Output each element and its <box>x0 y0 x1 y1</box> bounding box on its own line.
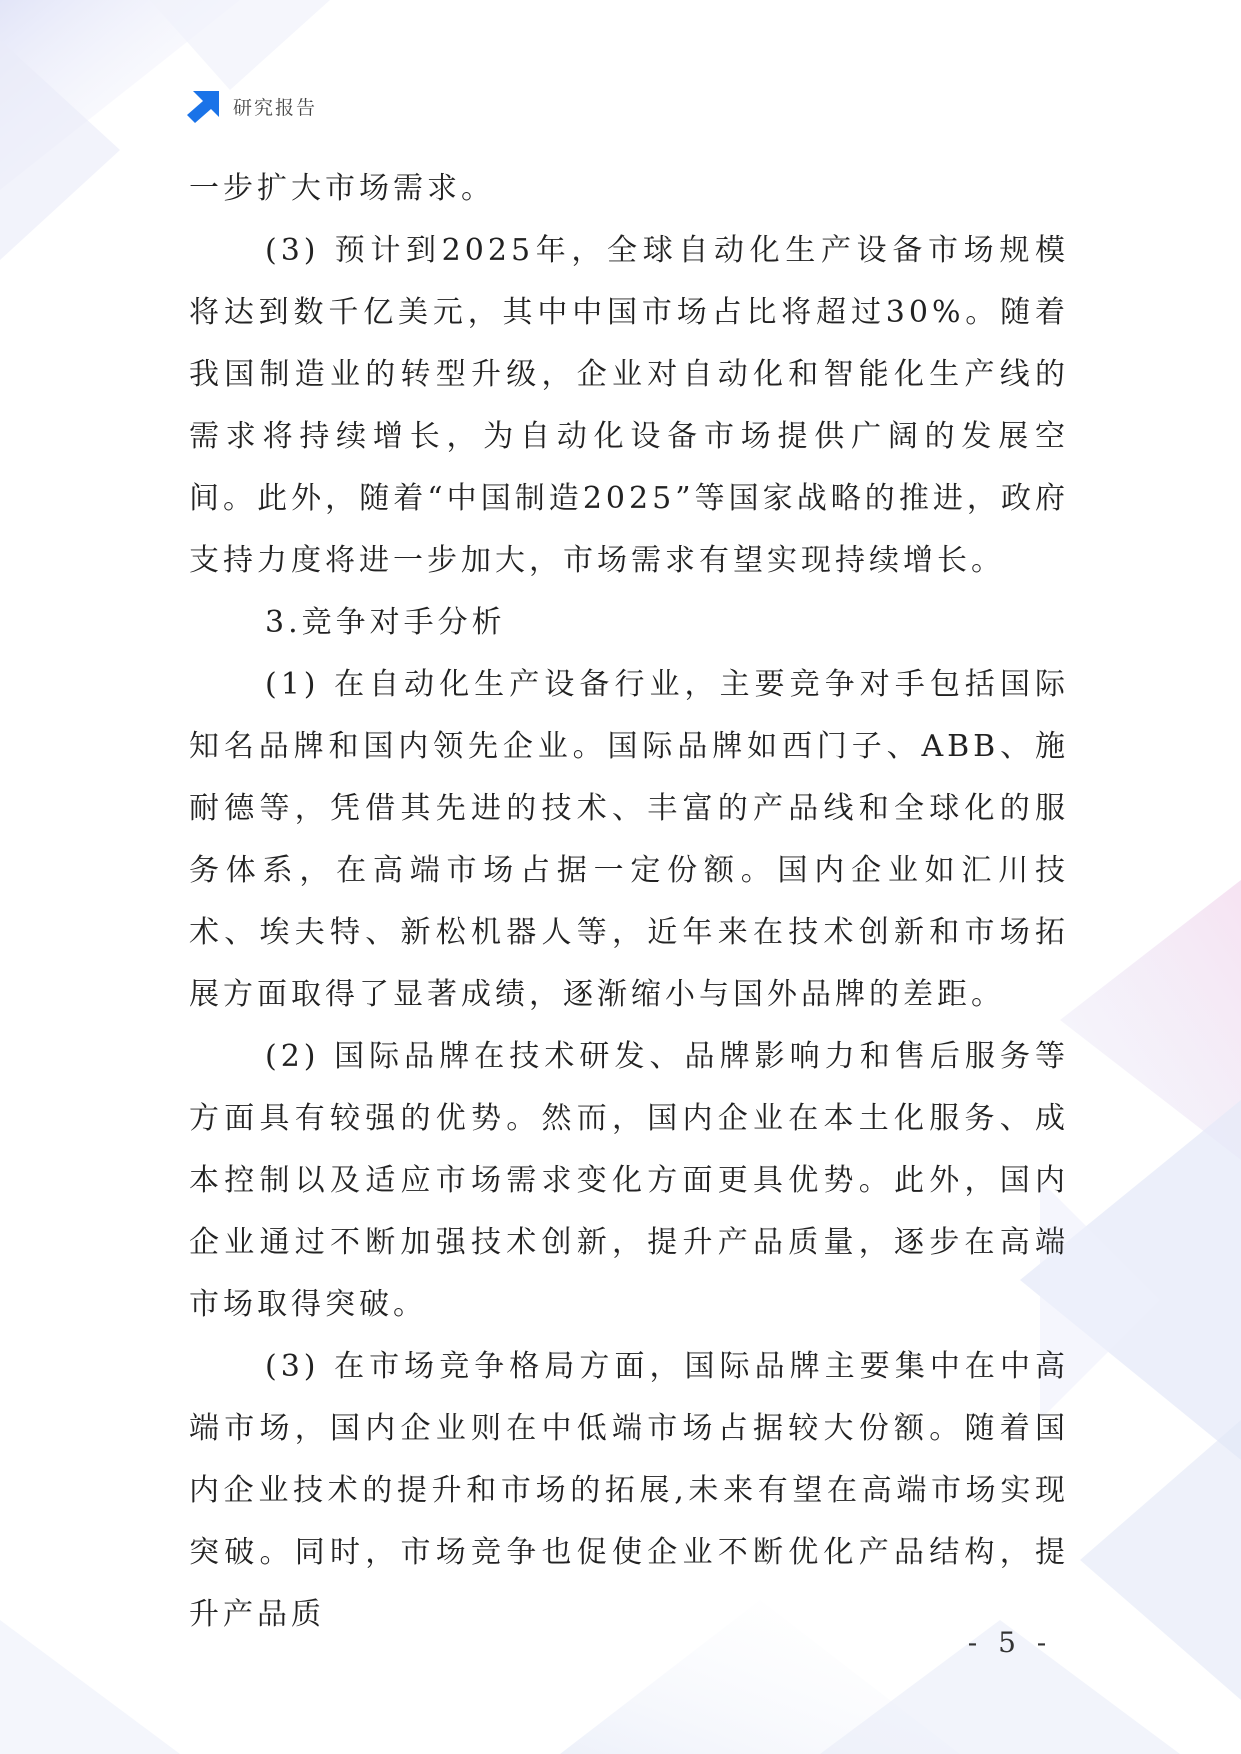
paragraph: (1) 在自动化生产设备行业，主要竞争对手包括国际知名品牌和国内领先企业。国际品牌如西门子、ABB、施耐德等，凭借其先进的技术、丰富的产品线和全球化的服务体系，在高端市场占据一定份额。国内企业如汇川技术、埃夫特、新松机器人等，近年来在技术创新和市场拓展方面取得了显著成绩，逐渐缩小与国外品牌的差距。 <box>189 667 1069 1012</box>
document-header <box>187 88 317 124</box>
paragraph: (2) 国际品牌在技术研发、品牌影响力和售后服务等方面具有较强的优势。然而，国内企业在本土化服务、成本控制以及适应市场需求变化方面更具优势。此外，国内企业通过不断加强技术创新，提升产品质量，逐步在高端市场取得突破。 <box>189 1039 1069 1322</box>
section-heading: 3.竞争对手分析 <box>265 605 506 640</box>
arrow-logo-icon <box>187 89 221 123</box>
paragraph: 一步扩大市场需求。 <box>189 171 495 206</box>
header-title: 研究报告 <box>233 96 318 119</box>
paragraph: (3) 在市场竞争格局方面，国际品牌主要集中在中高端市场，国内企业则在中低端市场占据较大份额。随着国内企业技术的提升和市场的拓展,未来有望在高端市场实现突破。同时，市场竞争也促使企业不断优化产品结构，提升产品质 <box>189 1349 1069 1632</box>
page-number: - 5 - <box>967 1626 1053 1659</box>
paragraph: (3) 预计到2025年，全球自动化生产设备市场规模将达到数千亿美元，其中中国市场占比将超过30%。随着我国制造业的转型升级，企业对自动化和智能化生产线的需求将持续增长，为自动化设备市场提供广阔的发展空间。此外，随着“中国制造2025”等国家战略的推进，政府支持力度将进一步加大，市场需求有望实现持续增长。 <box>189 233 1069 578</box>
body-text <box>189 158 1069 1646</box>
